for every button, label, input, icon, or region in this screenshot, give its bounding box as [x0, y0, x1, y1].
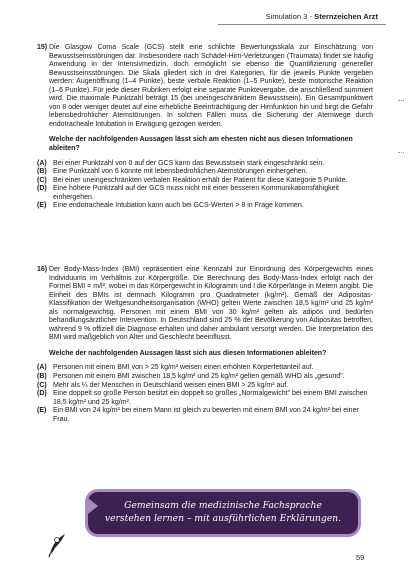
promo-banner: [88, 492, 358, 534]
option-text: Personen mit einem BMI von > 25 kg/m² weisen einen erhöhten Körperfettanteil auf.: [53, 364, 314, 372]
option-text: Bei einer Punktzahl von 0 auf der GCS kann das Bewusstsein stark eingeschränkt sein.: [53, 159, 325, 167]
option-text: Eine endotracheale Intubation kann auch bei GCS-Werten > 8 in Frage kommen.: [53, 202, 304, 210]
option-label: (E): [37, 202, 47, 210]
answer-options: [37, 160, 373, 211]
option-text: Eine Punktzahl von 6 könnte mit lebensbedrohlichen Atemstörungen einhergehen.: [53, 168, 308, 176]
promo-banner-text: [88, 499, 358, 525]
question-number: 16): [37, 266, 48, 273]
option-label: (B): [37, 373, 47, 381]
option-label: (D): [37, 390, 47, 398]
answer-option-c[interactable]: [37, 382, 373, 391]
answer-option-e[interactable]: [37, 202, 373, 211]
option-text: Eine höhere Punktzahl auf der GCS muss nicht mit einer besseren Kommunikationsfähigkeit einhergehen.: [53, 185, 339, 201]
answer-option-e[interactable]: [37, 407, 373, 424]
option-text: Ein BMI von 24 kg/m² bei einem Mann ist gleich zu bewerten mit einem BMI von 24 kg/m² bei einer Frau.: [53, 407, 359, 423]
option-label: (B): [37, 168, 47, 176]
running-header: [266, 12, 378, 21]
option-text: Eine doppelt so große Person besitzt ein doppelt so großes „Normalgewicht" bei einem BMI zwischen 18,5 kg/m² und 25 kg/m².: [53, 390, 368, 406]
option-label: (A): [37, 364, 47, 372]
option-label: (A): [37, 159, 47, 167]
option-text: Personen mit einem BMI zwischen 18,5 kg/m² und 25 kg/m² gelten gemäß WHO als „gesund".: [53, 373, 345, 381]
answer-options: [37, 364, 373, 424]
question-passage: Die Glasgow Coma Scale (GCS) stellt eine schlichte Bewertungsskala zur Einschätzung von Bewusstseinsstörungen dar. Insbesondere nach Schädel-Hirn-Verletzungen (Traumata) findet sie häufig Anwendung in der Intensivmedizin, doch ermöglicht sie ebenso die Quantifizierung genereller Bewusstseinsstörungen. Die Skala gliedert sich in drei Kategorien, für die jeweils Punkte vergeben werden: Augenöffnung (1–4 Punkte), beste verbale Reaktion (1–5 Punkte), beste motorische Reaktion (1–6 Punkte). Für jede dieser Rubriken erfolgt eine separate Punktevergabe, die anschließend summiert wird. Die maximale Punktzahl beträgt 15 (bei uneingeschränktem Bewusstsein). Ein Gesamtpunktwert von 8 oder weniger deutet auf eine erhebliche Beeinträchtigung der Hirnfunktion hin und birgt die Gefahr lebensbedrohlicher Atemstörungen. In solchen Fällen muss die Sicherung der Atemwege durch endotracheale Intubation in Erwägung gezogen werden.: [49, 44, 373, 128]
answer-option-b[interactable]: [37, 168, 373, 177]
quill-pen-icon: [46, 532, 68, 558]
promo-banner-line-2: verstehen lernen – mit ausführlichen Erklärungen.: [104, 513, 342, 524]
answer-option-b[interactable]: [37, 373, 373, 382]
option-label: (C): [37, 176, 47, 184]
option-text: Mehr als ¼ der Menschen in Deutschland weisen einen BMI > 25 kg/m² auf.: [53, 381, 289, 389]
margin-mark: [398, 152, 404, 153]
option-label: (D): [37, 185, 47, 193]
banner-arrow-icon: [88, 498, 98, 514]
question-15: [37, 44, 373, 211]
question-passage: Der Body-Mass-Index (BMI) repräsentiert eine Kennzahl zur Einordnung des Körpergewichts eines Individuums im Verhältnis zur Körpergröße. Die Berechnung des Body-Mass-Index erfolgt nach der Formel BMI = m/l², wobei m das Körpergewicht in Kilogramm und l die Körperlänge in Metern angibt. Die Einheit des BMIs ist demnach Kilogramm pro Quadratmeter (kg/m²). Gemäß der Adipositas-Klassifikation der Weltgesundheitsorganisation (WHO) gelten Werte zwischen 18,5 kg/m² und 25 kg/m² als normalgewichtig. Personen mit einem BMI von 30 kg/m² gelten als adipös und bedürfen behandlungsärztlicher Intervention. In Deutschland sind 25 % der Bevölkerung von Adipositas betroffen, während 9 % offiziell die Diagnose erhalten und daher ambulant versorgt werden. Die Interpretation des BMI wird maßgeblich von Alter und Geschlecht beeinflusst.: [49, 266, 373, 342]
answer-option-a[interactable]: [37, 364, 373, 373]
margin-mark: [398, 100, 404, 101]
question-prompt: Welche der nachfolgenden Aussagen lässt sich aus diesen Informationen ableiten?: [49, 349, 327, 357]
header-title: Sternzeichen Arzt: [314, 12, 378, 21]
promo-banner-line-1: Gemeinsam die medizinische Fachsprache: [124, 500, 322, 511]
question-16: [37, 266, 373, 424]
answer-option-c[interactable]: [37, 177, 373, 186]
option-text: Bei einer uneingeschränkten verbalen Reaktion erhält der Patient für diese Kategorie 5 Punkte.: [53, 176, 348, 184]
question-prompt: Welche der nachfolgenden Aussagen lässt sich am ehesten nicht aus diesen Informationen ableiten?: [49, 136, 353, 153]
answer-option-a[interactable]: [37, 160, 373, 169]
option-label: (E): [37, 407, 47, 415]
answer-option-d[interactable]: [37, 185, 373, 202]
answer-option-d[interactable]: [37, 390, 373, 407]
header-rule: [218, 24, 386, 25]
question-number: 15): [37, 44, 48, 51]
page-number: 59: [356, 553, 365, 562]
option-label: (C): [37, 381, 47, 389]
header-prefix: Simulation 3 -: [265, 12, 315, 21]
